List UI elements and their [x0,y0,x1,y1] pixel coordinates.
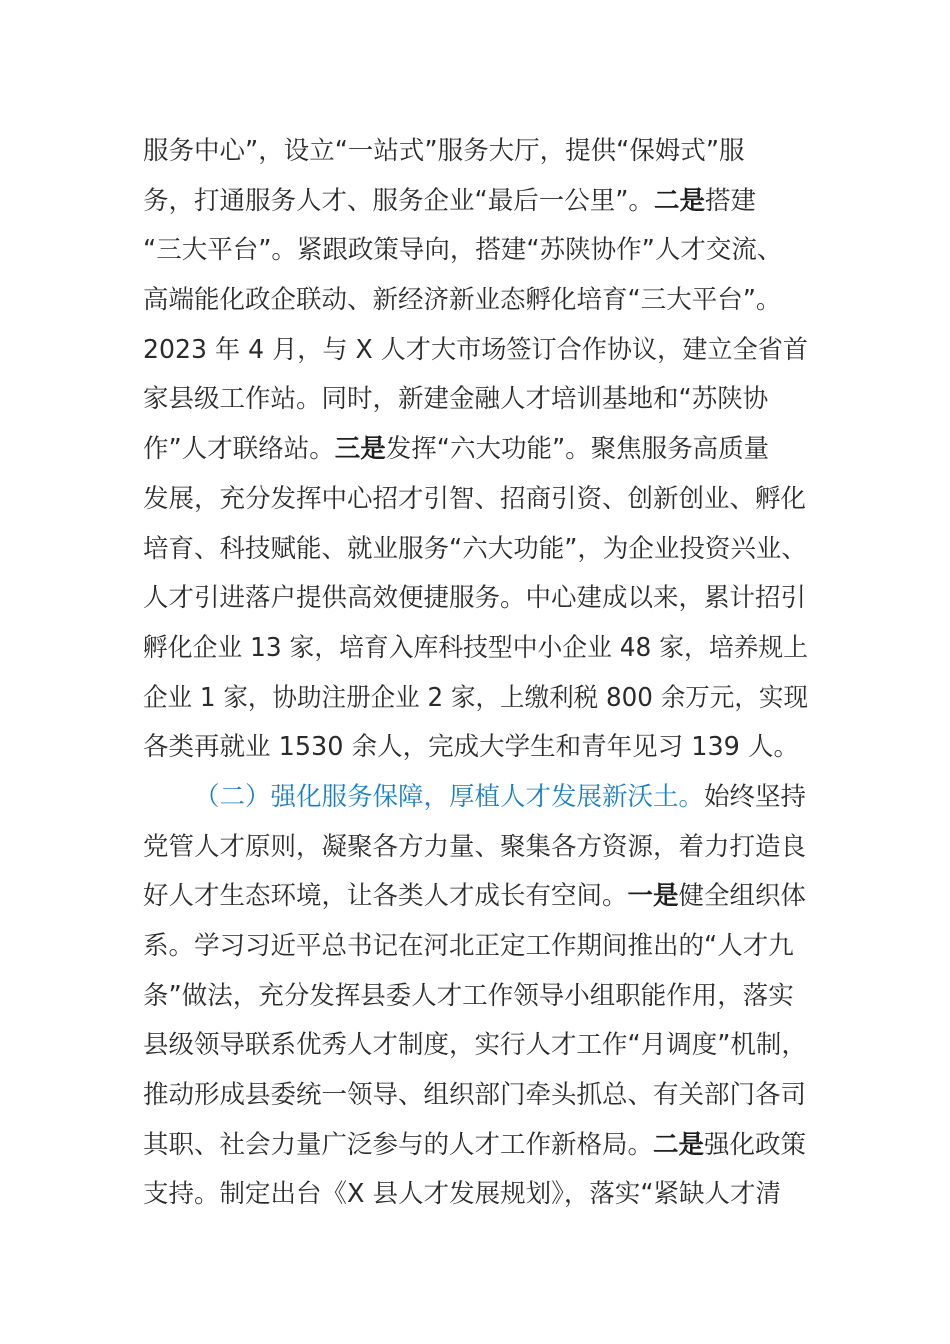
text-line [143,823,808,873]
text-line [143,127,808,177]
text-line [143,525,808,575]
text-line [143,375,808,425]
text-line [143,177,808,227]
text-run: 搭建 [704,185,756,216]
text-run: 支持。制定出台《X 县人才发展规划》，落实“紧缺人才清 [143,1179,782,1210]
text-line [143,674,809,724]
text-run: 各类再就业 1530 余人，完成大学生和青年见习 139 人。 [143,732,799,763]
text-line [143,276,808,326]
text-run: 党管人才原则，凝聚各方力量、聚集各方资源，着力打造良 [143,831,807,862]
text-line [143,574,808,624]
text-run: 始终坚持 [704,781,807,812]
text-run: 发挥“六大功能”。聚焦服务高质量 [385,434,770,465]
emphasis-text: 一是 [627,881,679,912]
text-run: 务，打通服务人才、服务企业“最后一公里”。 [143,185,654,216]
text-line [143,624,809,674]
text-run: 人才引进落户提供高效便捷服务。中心建成以来，累计招引 [143,583,807,614]
text-line [143,1021,808,1071]
text-line [143,475,808,525]
text-run: 强化政策 [704,1129,807,1160]
text-run: 家县级工作站。同时，新建金融人才培训基地和“苏陕协 [143,384,769,415]
text-run: 健全组织体 [678,881,807,912]
text-line [143,425,808,475]
text-run: 系。学习习近平总书记在河北正定工作期间推出的“人才九 [143,931,794,961]
text-run: 其职、社会力量广泛参与的人才工作新格局。 [143,1129,654,1160]
text-line [143,1170,808,1220]
emphasis-text: 三是 [334,434,386,465]
text-run: 2023 年 4 月，与 X 人才大市场签订合作协议，建立全省首 [143,334,808,365]
text-line [143,972,808,1022]
body-text [143,127,808,1220]
emphasis-text: 二是 [653,185,705,216]
text-run: 好人才生态环境，让各类人才成长有空间。 [143,881,628,912]
text-run: 作”人才联络站。 [143,434,335,465]
section-heading: （二）强化服务保障，厚植人才发展新沃土。 [194,781,705,812]
text-run: 企业 1 家，协助注册企业 2 家，上缴利税 800 余万元，实现 [143,682,809,713]
text-run: 高端能化政企联动、新经济新业态孵化培育“三大平台”。 [143,285,782,316]
text-line [143,773,808,823]
text-run: 培育、科技赋能、就业服务“六大功能”，为企业投资兴业、 [143,533,807,564]
text-run: 条”做法，充分发挥县委人才工作领导小组职能作用，落实 [143,980,794,1011]
text-run: 县级领导联系优秀人才制度，实行人才工作“月调度”机制， [143,1030,807,1061]
text-line [143,326,808,376]
text-run: 孵化企业 13 家，培育入库科技型中小企业 48 家，培养规上 [143,632,809,663]
text-run: 推动形成县委统一领导、组织部门牵头抓总、有关部门各司 [143,1080,807,1111]
text-line [143,226,808,276]
emphasis-text: 二是 [653,1129,705,1160]
text-line [143,1071,808,1121]
text-line [143,723,808,773]
text-line [143,1121,808,1171]
text-run: 服务中心”，设立“一站式”服务大厅，提供“保姆式”服 [143,136,745,166]
text-line [143,922,808,972]
text-line [143,872,808,922]
text-run: 发展，充分发挥中心招才引智、招商引资、创新创业、孵化 [143,483,807,514]
text-run: “三大平台”。紧跟政策导向，搭建“苏陕协作”人才交流、 [143,235,783,266]
